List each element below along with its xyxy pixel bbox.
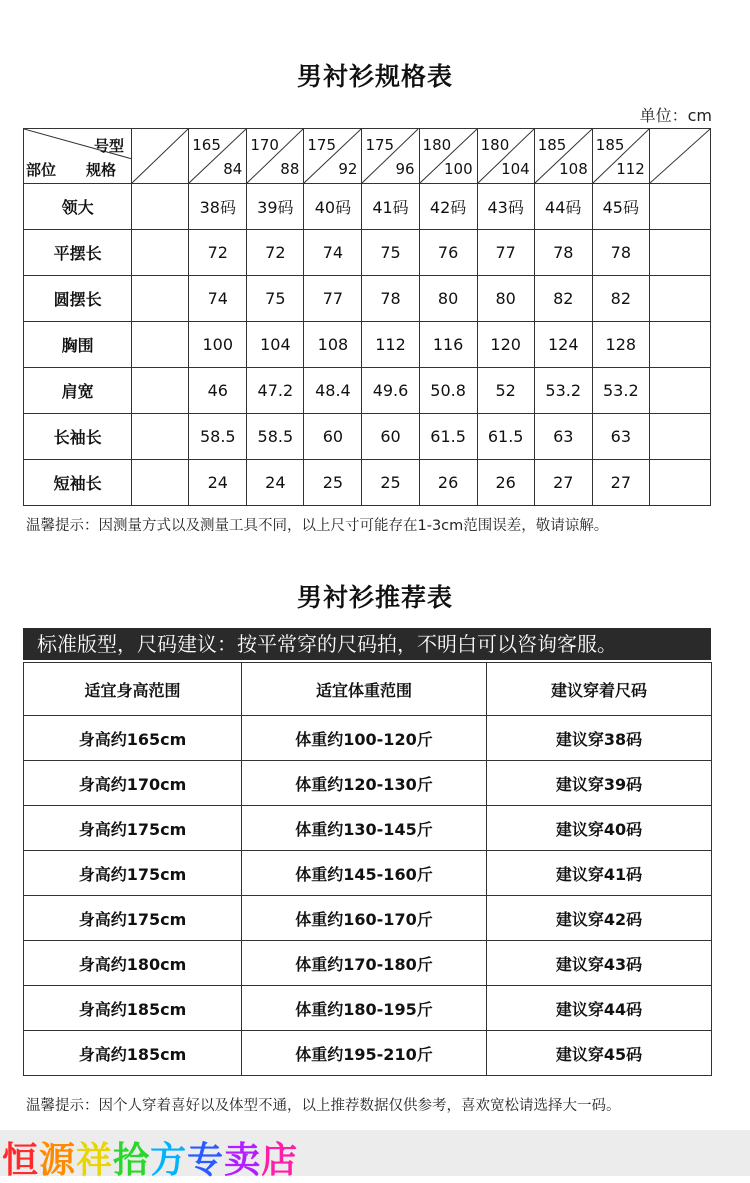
spec-value-cell: 116 [419,322,477,368]
spec-value-cell: 63 [592,414,649,460]
spec-value-cell: 128 [592,322,649,368]
spec-value-cell: 27 [592,460,649,506]
size-chest: 88 [280,160,300,178]
recommend-cell: 建议穿44码 [487,986,712,1031]
recommend-cell: 体重约130-145斤 [242,806,487,851]
spec-value-cell: 61.5 [419,414,477,460]
brand-char: 拾 [113,1140,151,1181]
size-height: 165 [192,136,221,154]
recommend-cell: 建议穿39码 [487,761,712,806]
empty-cell [649,460,710,506]
spec-value-cell: 82 [592,276,649,322]
recommend-cell: 身高约180cm [24,941,242,986]
recommend-header-cell: 建议穿着尺码 [487,663,712,716]
empty-header-cell [649,129,710,184]
spec-value-cell: 24 [247,460,304,506]
recommend-row [24,851,712,896]
spec-table-title: 男衬衫规格表 [296,62,453,91]
spec-row-label: 肩宽 [24,368,132,414]
recommend-cell: 身高约175cm [24,806,242,851]
empty-cell [132,414,189,460]
recommend-row [24,761,712,806]
size-height: 175 [307,136,337,154]
spec-value-cell: 120 [477,322,534,368]
type-label: 号型 [94,137,125,155]
size-chest: 84 [223,160,243,178]
spec-value-cell: 27 [534,460,592,506]
size-chest: 100 [443,160,473,178]
spec-value-cell: 26 [419,460,477,506]
recommend-tip: 温馨提示：因个人穿着喜好以及体型不通，以上推荐数据仅供参考，喜欢宽松请选择大一码。 [26,1098,621,1114]
size-header-cell [592,129,649,184]
recommend-cell: 体重约180-195斤 [242,986,487,1031]
recommend-row [24,1031,712,1076]
spec-row [24,368,711,414]
spec-value-cell: 24 [189,460,247,506]
recommend-cell: 体重约100-120斤 [242,716,487,761]
empty-cell [649,276,710,322]
empty-cell [649,230,710,276]
recommend-header-cell: 适宜体重范围 [242,663,487,716]
spec-value-cell: 124 [534,322,592,368]
spec-row [24,460,711,506]
spec-value-cell: 63 [534,414,592,460]
footer-bar [0,1130,750,1181]
recommend-cell: 身高约175cm [24,896,242,941]
recommend-header-cell: 适宜身高范围 [24,663,242,716]
recommend-row [24,941,712,986]
recommend-cell: 身高约185cm [24,986,242,1031]
spec-value-cell: 58.5 [247,414,304,460]
recommend-cell: 建议穿43码 [487,941,712,986]
spec-value-cell: 45码 [592,184,649,230]
size-chest: 104 [501,160,530,178]
spec-value-cell: 60 [304,414,362,460]
spec-value-cell: 47.2 [247,368,304,414]
diagonal-divider [132,129,188,183]
diagonal-divider [650,129,710,183]
spec-value-cell: 41码 [362,184,419,230]
spec-value-cell: 77 [477,230,534,276]
brand-char: 祥 [76,1140,114,1181]
spec-value-cell: 82 [534,276,592,322]
size-height: 185 [595,136,625,154]
recommend-row [24,806,712,851]
spec-value-cell: 72 [189,230,247,276]
empty-cell [649,368,710,414]
spec-row [24,322,711,368]
spec-value-cell: 112 [362,322,419,368]
recommend-cell: 身高约185cm [24,1031,242,1076]
header-corner-cell [24,129,132,184]
spec-value-cell: 74 [189,276,247,322]
empty-cell [649,184,710,230]
size-header-cell [189,129,247,184]
spec-row-label: 领大 [24,184,132,230]
spec-value-cell: 44码 [534,184,592,230]
size-header-cell [304,129,362,184]
spec-row-label: 短袖长 [24,460,132,506]
recommend-cell: 体重约120-130斤 [242,761,487,806]
spec-label: 规格 [86,161,117,179]
spec-value-cell: 40码 [304,184,362,230]
brand-char: 恒 [2,1140,40,1181]
spec-row [24,184,711,230]
spec-value-cell: 80 [419,276,477,322]
spec-table [23,128,711,506]
spec-tip: 温馨提示：因测量方式以及测量工具不同，以上尺寸可能存在1-3cm范围误差，敬请谅解。 [26,518,609,534]
spec-value-cell: 78 [534,230,592,276]
spec-value-cell: 49.6 [362,368,419,414]
spec-value-cell: 53.2 [534,368,592,414]
spec-value-cell: 42码 [419,184,477,230]
spec-value-cell: 76 [419,230,477,276]
recommend-cell: 体重约195-210斤 [242,1031,487,1076]
spec-value-cell: 100 [189,322,247,368]
spec-row-label: 长袖长 [24,414,132,460]
size-height: 180 [480,136,510,154]
recommend-cell: 建议穿41码 [487,851,712,896]
recommend-row [24,896,712,941]
spec-row-label: 平摆长 [24,230,132,276]
spec-row-label: 胸围 [24,322,132,368]
size-height: 170 [250,136,279,154]
recommend-header-row [24,663,712,716]
empty-cell [132,368,189,414]
spec-value-cell: 26 [477,460,534,506]
store-brand-watermark [2,1132,298,1183]
brand-char: 专 [187,1140,225,1181]
size-header-cell [419,129,477,184]
size-header-cell [534,129,592,184]
empty-cell [132,276,189,322]
recommend-cell: 体重约145-160斤 [242,851,487,896]
size-height: 180 [422,136,452,154]
spec-value-cell: 50.8 [419,368,477,414]
spec-value-cell: 60 [362,414,419,460]
empty-cell [649,322,710,368]
spec-row [24,230,711,276]
recommend-row [24,716,712,761]
spec-row-label: 圆摆长 [24,276,132,322]
spec-value-cell: 74 [304,230,362,276]
spec-value-cell: 38码 [189,184,247,230]
empty-cell [132,184,189,230]
empty-cell [649,414,710,460]
size-chest: 92 [338,160,358,178]
spec-value-cell: 39码 [247,184,304,230]
empty-cell [132,460,189,506]
recommend-cell: 建议穿45码 [487,1031,712,1076]
size-advice-banner: 标准版型，尺码建议：按平常穿的尺码拍，不明白可以咨询客服。 [23,628,711,660]
brand-char: 方 [150,1140,188,1181]
size-chest: 112 [616,160,645,178]
spec-value-cell: 25 [362,460,419,506]
spec-value-cell: 43码 [477,184,534,230]
brand-char: 店 [261,1140,299,1181]
recommend-cell: 建议穿38码 [487,716,712,761]
spec-value-cell: 52 [477,368,534,414]
recommend-cell: 建议穿40码 [487,806,712,851]
spec-value-cell: 108 [304,322,362,368]
part-label: 部位 [26,161,57,179]
spec-value-cell: 53.2 [592,368,649,414]
empty-cell [132,230,189,276]
recommend-cell: 身高约170cm [24,761,242,806]
recommend-cell: 体重约170-180斤 [242,941,487,986]
recommend-cell: 身高约165cm [24,716,242,761]
spec-value-cell: 75 [362,230,419,276]
recommend-table [23,662,712,1076]
size-header-cell [247,129,304,184]
recommend-cell: 身高约175cm [24,851,242,896]
brand-char: 源 [39,1140,77,1181]
size-height: 175 [365,136,395,154]
empty-cell [132,322,189,368]
recommend-cell: 建议穿42码 [487,896,712,941]
spec-value-cell: 80 [477,276,534,322]
spec-value-cell: 78 [362,276,419,322]
spec-value-cell: 78 [592,230,649,276]
spec-value-cell: 61.5 [477,414,534,460]
brand-char: 卖 [224,1140,262,1181]
spec-value-cell: 25 [304,460,362,506]
unit-label: 单位：cm [639,106,712,125]
size-chest: 96 [395,160,415,178]
size-header-cell [477,129,534,184]
spec-value-cell: 104 [247,322,304,368]
size-chest: 108 [559,160,588,178]
size-header-cell [362,129,419,184]
spec-value-cell: 46 [189,368,247,414]
spec-row [24,276,711,322]
spec-value-cell: 75 [247,276,304,322]
recommend-table-title: 男衬衫推荐表 [296,583,453,612]
spec-value-cell: 72 [247,230,304,276]
recommend-cell: 体重约160-170斤 [242,896,487,941]
size-height: 185 [537,136,567,154]
spec-value-cell: 48.4 [304,368,362,414]
empty-header-cell [132,129,189,184]
spec-value-cell: 58.5 [189,414,247,460]
recommend-row [24,986,712,1031]
spec-value-cell: 77 [304,276,362,322]
spec-row [24,414,711,460]
